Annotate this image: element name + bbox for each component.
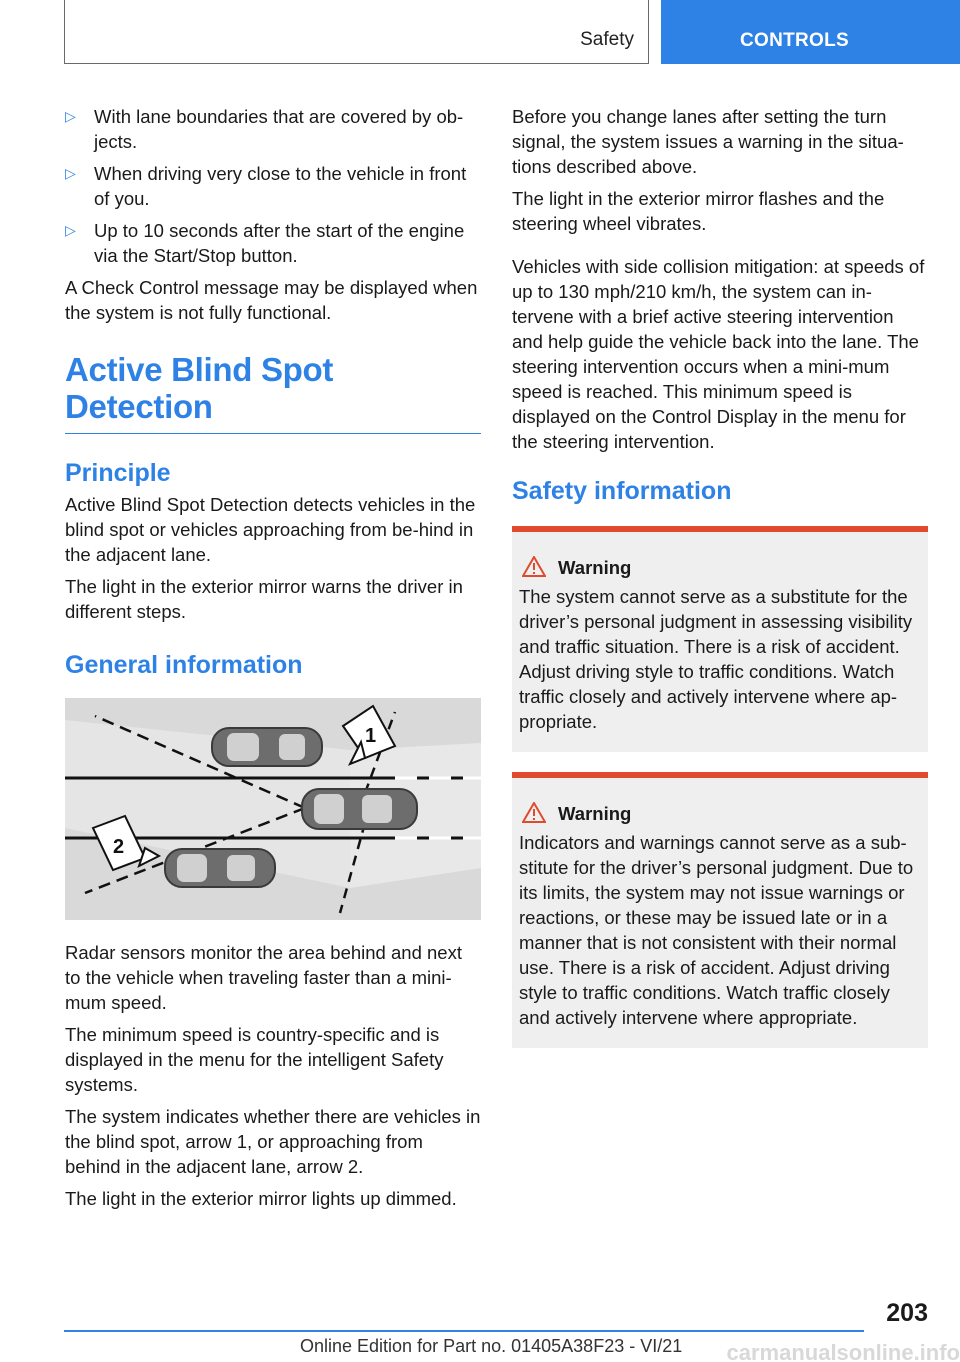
left-column bbox=[65, 104, 481, 1218]
principle-paragraph: The light in the exterior mirror warns the driver in different steps. bbox=[65, 576, 463, 622]
condition-list bbox=[65, 104, 481, 268]
warning-text: The system cannot serve as a substitute for the driver’s personal judgment in assessing visibility and traffic situation. There is a risk of accident. Adjust driving style to traffic conditions. Watch traffic closely and actively intervene where ap-propriate. bbox=[519, 586, 913, 732]
warning-triangle-icon bbox=[522, 802, 546, 829]
header-section-box bbox=[64, 0, 649, 64]
list-item: ▷ With lane boundaries that are covered by ob-jects. bbox=[65, 106, 464, 152]
warning-title: Warning bbox=[558, 557, 632, 578]
general-paragraph: Radar sensors monitor the area behind and next to the vehicle when traveling faster than a mini-mum speed. bbox=[65, 942, 462, 1013]
body-paragraph: Vehicles with side collision mitigation: at speeds of up to 130 mph/210 km/h, the system can in-tervene with a brief active steering intervention and help guide the vehicle back into the lane. The steering intervention occurs when a mini-mum speed is reached. This minimum speed is displayed on the Control Display in the menu for the steering intervention. bbox=[512, 256, 925, 452]
list-item: ▷ When driving very close to the vehicle in front of you. bbox=[65, 163, 467, 209]
watermark: carmanualsonline.info bbox=[726, 1340, 960, 1362]
general-paragraph: The minimum speed is country-specific and is displayed in the menu for the intelligent Safety systems. bbox=[65, 1024, 444, 1095]
blind-spot-illustration bbox=[65, 698, 481, 920]
footer-edition: Online Edition for Part no. 01405A38F23 - VI/21 bbox=[300, 1336, 683, 1356]
warning-box bbox=[512, 526, 928, 752]
list-item: ▷ Up to 10 seconds after the start of the engine via the Start/Stop button. bbox=[65, 220, 465, 266]
car-blind-spot-icon bbox=[212, 728, 322, 766]
body-paragraph: Before you change lanes after setting the turn signal, the system issues a warning in the situa-tions described above. bbox=[512, 106, 904, 177]
right-column bbox=[512, 104, 928, 1068]
general-paragraph: The system indicates whether there are vehicles in the blind spot, arrow 1, or approaching from behind in the adjacent lane, arrow 2. bbox=[65, 1106, 481, 1177]
triangle-bullet-icon: ▷ bbox=[65, 108, 76, 124]
warning-title: Warning bbox=[558, 803, 632, 824]
arrow-1-label: 1 bbox=[365, 725, 377, 747]
principle-paragraph: Active Blind Spot Detection detects vehicles in the blind spot or vehicles approaching from be-hind in the adjacent lane. bbox=[65, 494, 476, 565]
body-paragraph: The light in the exterior mirror flashes and the steering wheel vibrates. bbox=[512, 188, 885, 234]
general-paragraph: The light in the exterior mirror lights up dimmed. bbox=[65, 1188, 457, 1209]
triangle-bullet-icon: ▷ bbox=[65, 222, 76, 238]
safety-heading: Safety information bbox=[512, 477, 732, 505]
arrow-2-label: 2 bbox=[113, 836, 125, 858]
warning-box bbox=[512, 772, 928, 1048]
header-chapter-label: CONTROLS bbox=[739, 30, 849, 51]
footer-divider bbox=[64, 1330, 864, 1332]
warning-text: Indicators and warnings cannot serve as a sub-stitute for the driver’s personal judgment. Due to its limits, the system may not issue warnings or reactions, or these may be issued late or in a manner that is not consistent with their normal use. There is a risk of accident. Adjust driving style to traffic conditions. Watch traffic closely and actively intervene where appropriate. bbox=[519, 832, 914, 1028]
check-control-note: A Check Control message may be displayed when the system is not fully functional. bbox=[65, 277, 478, 323]
header-section-title: Safety bbox=[580, 29, 634, 50]
principle-heading: Principle bbox=[65, 459, 171, 487]
triangle-bullet-icon: ▷ bbox=[65, 165, 76, 181]
car-approaching-icon bbox=[165, 849, 275, 887]
header-chapter-tab[interactable] bbox=[661, 0, 960, 64]
warning-triangle-icon bbox=[522, 556, 546, 583]
car-own-icon bbox=[302, 789, 417, 829]
general-heading: General information bbox=[65, 651, 303, 679]
page-number: 203 bbox=[886, 1299, 928, 1327]
section-heading: Active Blind Spot Detection bbox=[65, 351, 481, 434]
